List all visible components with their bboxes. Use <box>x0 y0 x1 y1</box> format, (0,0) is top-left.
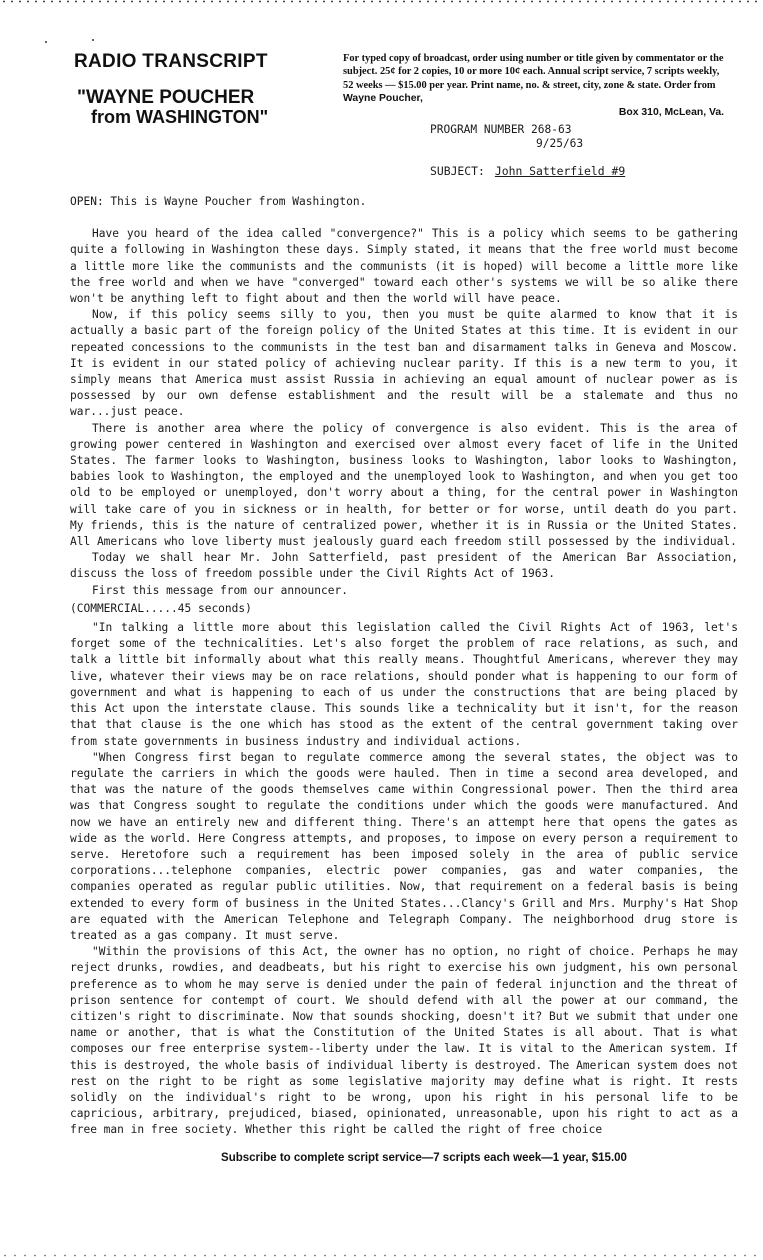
script-paragraph: Today we shall hear Mr. John Satterfield, past president of the American Bar Association, discuss the loss of freedom possible under the Civil Rights Act of 1963. <box>70 551 738 581</box>
quote-paragraph: "Within the provisions of this Act, the owner has no option, no right of choice. Perhaps he may reject drunks, rowdies, and deadbeats, but his right to exercise his own judgment, his own personal preference as to whom he may serve is denied under the pain of federal injunction and the threat of prison sentence for contempt of court. We should defend with all the power at our command, the citizen's right to discriminate. Now that sounds shocking, doesn't it? But we submit that under one name or another, that is what the Constitution of the United States is all about. That is what composes our free enterprise system--liberty under the law. It is vital to the American system. If this is destroyed, the whole basis of individual liberty is destroyed. The American system does not rest on the right to be right as some legislative majority may define what is right. It rests solidly on the individual's right to be wrong, upon his right in his personal life to be capricious, arbitrary, prejudiced, biased, opinionated, unreasonable, upon his right to act as a free man in free society. Whether this right be called the right of free choice <box>70 945 738 1137</box>
script-body <box>70 194 738 1139</box>
program-info <box>430 123 583 151</box>
logo-location: from WASHINGTON" <box>91 107 269 127</box>
order-instructions <box>343 52 728 119</box>
program-date: 9/25/63 <box>536 137 584 150</box>
quote-paragraph: "When Congress first began to regulate commerce among the several states, the object was to regulate the carriers in which the goods were hauled. Then in time a second area developed, and that was the nature of the goods themselves came within Congressional power. Then the third area was that Congress sought to regulate the conditions under which the goods were manufactured. And now we have an entirely new and different thing. There's an attempt here that opens the gates as wide as the world. Here Congress attempts, and proposes, to impose on every person a requirement to serve. Heretofore such a requirement has been imposed solely in the area of public service corporations...telephone companies, electric power companies, gas and water companies, the companies operated as regular public utilities. Now, that requirement on a federal basis is being extended to every form of business in the United States...Clancy's Grill and Mrs. Murphy's Hat Shop are equated with the American Telephone and Telegraph Company. The neighborhood drug store is treated as a gas company. It must serve. <box>70 750 738 942</box>
program-number-label: PROGRAM NUMBER <box>430 123 525 136</box>
scan-speck <box>92 39 94 41</box>
script-paragraph: First this message from our announcer. <box>92 583 348 597</box>
logo-name: "WAYNE POUCHER <box>77 87 255 108</box>
script-paragraph: Have you heard of the idea called "convergence?" This is a policy which seems to be gathering quite a following in Washington these days. Simply stated, it means that the free world must become a little more like the communists and the communists (it is hoped) will become a little more like the free world and when we have "converged" toward each other's systems we will be so alike there won't be anything left to fight about and then the world will have peace. <box>70 227 738 306</box>
subject-line <box>430 164 625 178</box>
script-paragraph: Now, if this policy seems silly to you, then you must be quite alarmed to know that it is actually a basic part of the foreign policy of the United States at this time. It is evident in our repeated concessions to the communists in the test ban and disarmament talks in Geneva and Moscow. It is evident in our stated policy of achieving nuclear parity. If this is a new term to you, it simply means that America must assist Russia in achieving an equal amount of nuclear power as is possessed by our own defense establishment and the result will be a stalemate and thus no war...just peace. <box>70 308 738 419</box>
scan-speck <box>45 41 47 43</box>
perforation-bottom <box>0 1254 763 1257</box>
commercial-break: (COMMERCIAL.....45 seconds) <box>70 601 252 615</box>
script-paragraph: There is another area where the policy of convergence is also evident. This is the area of growing power centered in Washington and exercised over almost every facet of life in the United States. The farmer looks to Washington, business looks to Washington, labor looks to Washington, babies look to Washington, the employed and the unemployed look to Washington, and when you get too old to be employed or unemployed, don't worry about a thing, for the central power in Washington will take care of you in sickness or in health, for better or for worse, until death do you part. My friends, this is the nature of centralized power, whether it is in Russia or the United States. All Americans who love liberty must jealously guard each freedom still possessed by the individual. <box>70 421 738 549</box>
subject-value: John Satterfield #9 <box>494 164 626 178</box>
quote-paragraph: "In talking a little more about this legislation called the Civil Rights Act of 1963, let's forget some of the technicalities. Let's also forget the problem of race relations, as such, and talk a little bit informally about what this really means. Thoughtful Americans, wherever they may live, whatever their views may be on race relations, should ponder what is happening to our form of government and what is happening to each of us under the constructions that are being placed by this Act upon the interstate clause. This sounds like a technicality but it isn't, for the reason that that clause is the one which has stood as the extent of the central government taking over from state governments in business industry and individual actions. <box>70 621 738 748</box>
program-number: 268-63 <box>531 123 572 136</box>
perforation-top <box>0 0 763 3</box>
subject-label: SUBJECT: <box>430 164 485 178</box>
opening-line: OPEN: This is Wayne Poucher from Washington. <box>70 195 367 208</box>
order-contact-address: Box 310, McLean, Va. <box>618 106 724 118</box>
order-instructions-text: For typed copy of broadcast, order using number or title given by commentator or the subject. 25¢ for 2 copies, 10 or more 10¢ each. Annual script service, 7 scripts weekly, 52 weeks — $15.00 per year. Print name, no. & street, city, zone & state. Order from <box>343 53 724 91</box>
subscribe-footer: Subscribe to complete script service—7 scripts each week—1 year, $15.00 <box>221 1152 627 1164</box>
order-contact-name: Wayne Poucher, <box>343 93 423 105</box>
logo-title: RADIO TRANSCRIPT <box>74 51 268 72</box>
radio-transcript-logo <box>74 52 329 126</box>
